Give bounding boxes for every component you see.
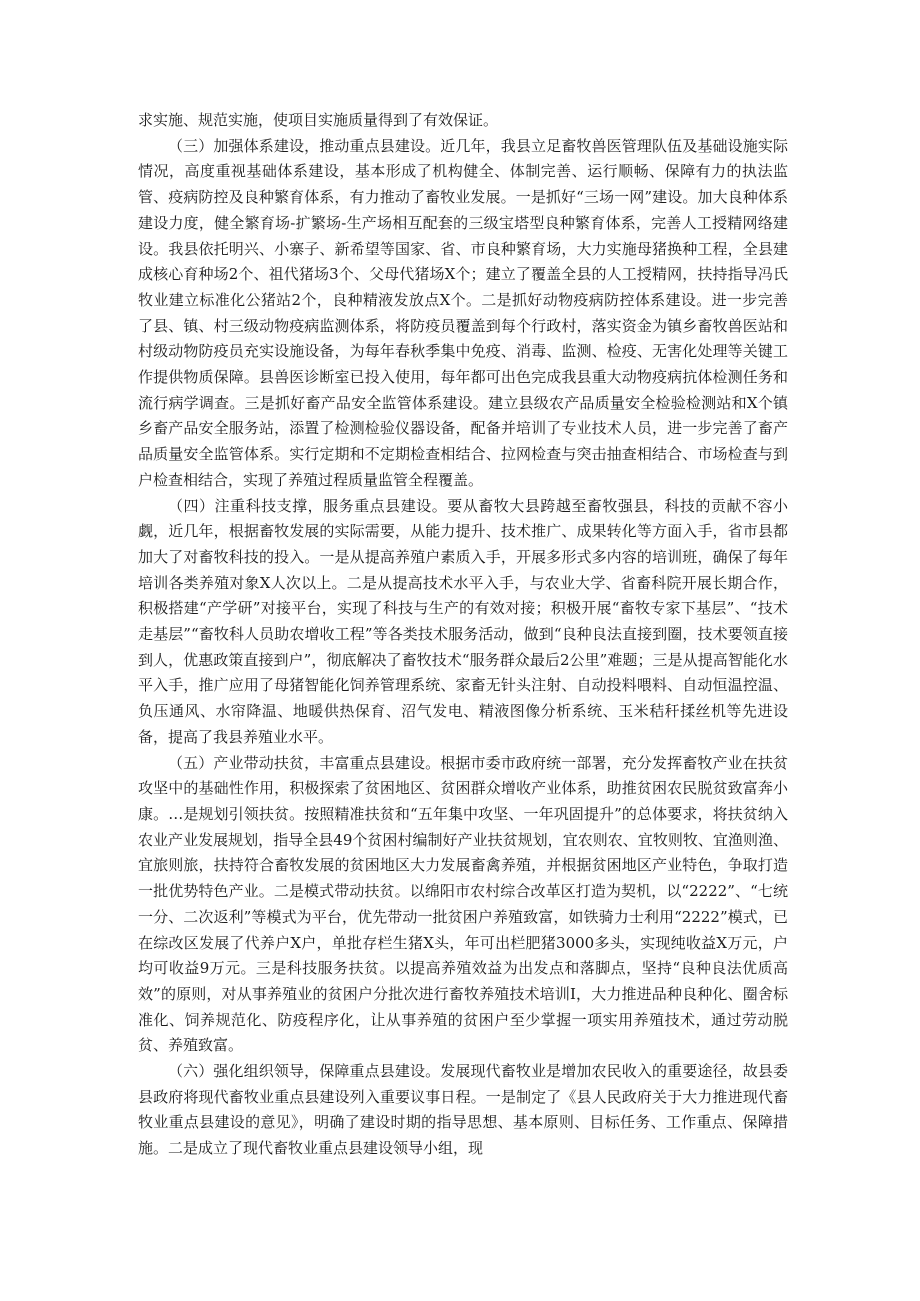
paragraph-tech-support: （四）注重科技支撑，服务重点县建设。要从畜牧大县跨越至畜牧强县，科技的贡献不容小觑，近几年，根据畜牧发展的实际需要，从能力提升、技术推广、成果转化等方面入手，省市县都加大了对畜牧科技的投入。一是从提高养殖户素质入手，开展多形式多内容的培训班，确保了每年培训各类养殖对象X人次以上。二是从提高技术水平入手，与农业大学、省畜科院开展长期合作，积极搭建“产学研”对接平台，实现了科技与生产的有效对接；积极开展“畜牧专家下基层”、“技术走基层”“畜牧科人员助农增收工程”等各类技术服务活动，做到“良种良法直接到圈，技术要领直接到人，优惠政策直接到户”，彻底解决了畜牧技术“服务群众最后2公里”难题；三是从提高智能化水平入手，推广应用了母猪智能化饲养管理系统、家畜无针头注射、自动投料喂料、自动恒温控温、负压通风、水帘降温、地暖供热保育、沼气发电、精液图像分析系统、玉米秸秆揉丝机等先进设备，提高了我县养殖业水平。 bbox=[138, 496, 788, 746]
paragraph-organization-leadership: （六）强化组织领导，保障重点县建设。发展现代畜牧业是增加农民收入的重要途径，故县委县政府将现代畜牧业重点县建设列入重要议事日程。一是制定了《县人民政府关于大力推进现代畜牧业重点县建设的意见》，明确了建设时期的指导思想、基本原则、目标任务、工作重点、保障措施。二是成立了现代畜牧业重点县建设领导小组，现 bbox=[138, 1062, 788, 1158]
paragraph-system-building: （三）加强体系建设，推动重点县建设。近几年，我县立足畜牧兽医管理队伍及基础设施实际情况，高度重视基础体系建设，基本形成了机构健全、体制完善、运行顺畅、保障有力的执法监管、疫病防控及良种繁育体系，有力推动了畜牧业发展。一是抓好“三场一网”建设。加大良种体系建设力度，健全繁育场-扩繁场-生产场相互配套的三级宝塔型良种繁育体系，完善人工授精网络建设。我县依托明兴、小寨子、新希望等国家、省、市良种繁育场，大力实施母猪换种工程，全县建成核心育种场2个、祖代猪场3个、父母代猪场X个；建立了覆盖全县的人工授精网，扶持指导冯氏牧业建立标准化公猪站2个，良种精液发放点X个。二是抓好动物疫病防控体系建设。进一步完善了县、镇、村三级动物疫病监测体系，将防疫员覆盖到每个行政村，落实资金为镇乡畜牧兽医站和村级动物防疫员充实设施设备，为每年春秋季集中免疫、消毒、监测、检疫、无害化处理等关键工作提供物质保障。县兽医诊断室已投入使用，每年都可出色完成我县重大动物疫病抗体检测任务和流行病学调查。三是抓好畜产品安全监管体系建设。建立县级农产品质量安全检验检测站和X个镇乡畜产品安全服务站，添置了检测检验仪器设备，配备并培训了专业技术人员，进一步完善了畜产品质量安全监管体系。实行定期和不定期检查相结合、拉网检查与突击抽查相结合、市场检查与到户检查相结合，实现了养殖过程质量监管全程覆盖。 bbox=[138, 136, 788, 489]
paragraph-continuation: 求实施、规范实施，使项目实施质量得到了有效保证。 bbox=[138, 111, 499, 129]
paragraph-poverty-alleviation: （五）产业带动扶贫，丰富重点县建设。根据市委市政府统一部署，充分发挥畜牧产业在扶贫攻坚中的基础性作用，积极探索了贫困地区、贫困群众增收产业体系，助推贫困农民脱贫致富奔小康。…是规划引领扶贫。按照精准扶贫和“五年集中攻坚、一年巩固提升”的总体要求，将扶贫纳入农业产业发展规划，指导全县49个贫困村编制好产业扶贫规划，宜农则农、宜牧则牧、宜渔则渔、宜旅则旅，扶持符合畜牧发展的贫困地区大力发展畜禽养殖，并根据贫困地区产业特色，争取打造一批优势特色产业。二是模式带动扶贫。以绵阳市农村综合改革区打造为契机，以“2222”、“七统一分、二次返利”等模式为平台，优先带动一批贫困户养殖致富，如铁骑力士利用“2222”模式，已在综改区发展了代养户X户，单批存栏生猪X头，年可出栏肥猪3000多头，实现纯收益X万元，户均可收益9万元。三是科技服务扶贫。以提高养殖效益为出发点和落脚点，坚持“良种良法优质高效”的原则，对从事养殖业的贫困户分批次进行畜牧养殖技术培训I，大力推进品种良种化、圈舍标准化、饲养规范化、防疫程序化，让从事养殖的贫困户至少掌握一项实用养殖技术，通过劳动脱贫、养殖致富。 bbox=[138, 753, 788, 1055]
document-page bbox=[138, 108, 788, 1162]
